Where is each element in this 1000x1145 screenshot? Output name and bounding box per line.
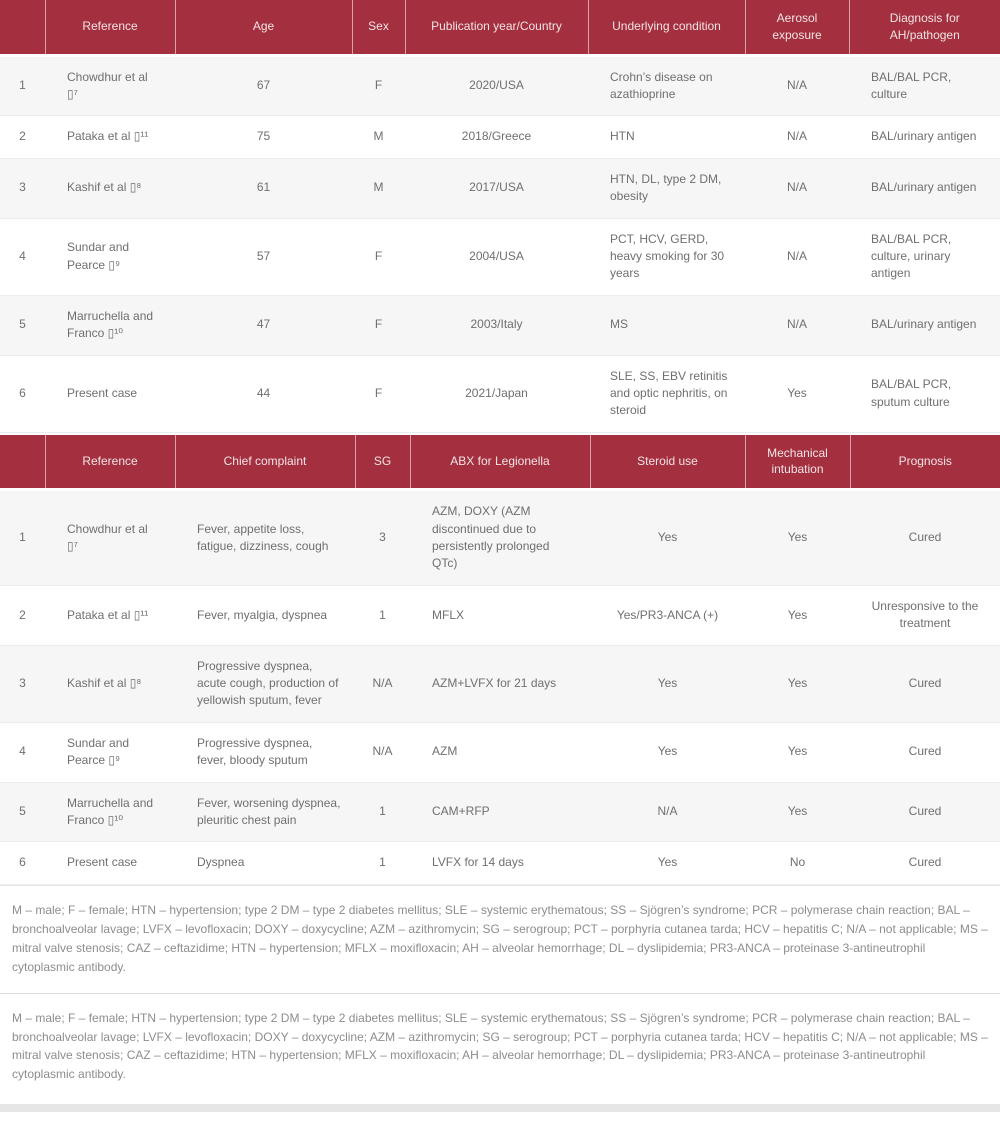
cell: HTN [610,129,635,144]
cell: M [373,180,384,195]
cell: Yes/PR3-ANCA (+) [616,607,719,622]
cell: N/A [372,744,393,759]
abbreviations-footnotes [0,885,1000,1113]
cell: N/A [786,78,807,93]
column-header: Diagnosis for AH/pathogen [849,0,1000,55]
cell: Sundar and Pearce ▯⁹ [67,735,130,768]
cell: F [374,317,383,332]
column-header: Aerosol exposure [745,0,849,55]
cell: HTN, DL, type 2 DM, obesity [610,171,722,204]
cell: BAL/BAL PCR, sputum culture [871,377,952,409]
cell: Yes [787,744,808,759]
column-header: Age [175,0,352,55]
cell: Present case [67,385,138,400]
cell: 2 [19,607,26,622]
cell: Unresponsive to the treatment [871,598,979,631]
table-row [0,158,1000,218]
case-treatment-outcome-table [0,435,1000,885]
cell: LVFX for 14 days [432,855,524,870]
cell: 2017/USA [469,180,524,195]
cell: 3 [19,676,26,690]
cell: N/A [372,676,393,690]
cell: 44 [256,385,271,400]
cell: N/A [786,248,807,263]
cell: Crohn’s disease on azathioprine [610,69,713,101]
cell: PCT, HCV, GERD, heavy smoking for 30 years [610,231,725,281]
column-header: Reference [45,0,175,55]
cell: N/A [786,180,807,195]
table-row [0,645,1000,722]
cell: Kashif et al ▯⁸ [67,676,142,690]
cell: 2004/USA [469,248,524,263]
cell: 2018/Greece [461,129,532,144]
table-row [0,55,1000,116]
abbreviations-note-1: M – male; F – female; HTN – hypertension; type 2 DM – type 2 diabetes mellitus; SLE – systemic erythematous; SS – Sjögren’s syndrome; PCR – polymerase chain reaction; BAL – bronchoalveolar lavage; LVFX – levofloxacin; DOXY – doxycycline; AZM – azithromycin; SG – serogroup; PCT – porphyria cutanea tarda; HCV – hepatitis C; N/A – not applicable; MS – mitral valve stenosis; CAZ – ceftazidime; HTN – hypertension; MFLX – moxifloxacin; AH – alveolar hemorrhage; DL – dyslipidemia; PR3-ANCA – proteinase 3-antineutrophil cytoplasmic antibody. [12,902,988,974]
cell: Yes [657,530,678,545]
cell: 2021/Japan [465,385,528,400]
table-row [0,490,1000,586]
cell: F [374,78,383,93]
cell: Yes [657,744,678,759]
cell: CAM+RFP [432,804,490,819]
cell: Kashif et al ▯⁸ [67,180,142,195]
cell: 3 [19,180,26,195]
cell: 4 [19,248,26,263]
cell: N/A [657,804,678,819]
cell: AZM [432,744,458,759]
cell: AZM+LVFX for 21 days [432,676,557,690]
cell: Yes [787,530,808,545]
header-row [0,435,1000,490]
cell: Chowdhur et al ▯⁷ [67,69,148,101]
cell: 6 [19,385,26,400]
column-header: SG [355,435,410,490]
cell: BAL/BAL PCR, culture, urinary antigen [871,231,952,281]
cell: Yes [657,676,678,690]
cell: AZM, DOXY (AZM discontinued due to persistently prolonged QTc) [432,504,550,571]
table-row [0,355,1000,432]
cell: 2 [19,129,26,144]
cell: Yes [787,607,808,622]
table-row [0,585,1000,645]
abbreviations-note-2: M – male; F – female; HTN – hypertension; type 2 DM – type 2 diabetes mellitus; SLE – systemic erythematous; SS – Sjögren’s syndrome; PCR – polymerase chain reaction; BAL – bronchoalveolar lavage; LVFX – levofloxacin; DOXY – doxycycline; AZM – azithromycin; SG – serogroup; PCT – porphyria cutanea tarda; HCV – hepatitis C; N/A – not applicable; MS – mitral valve stenosis; CAZ – ceftazidime; HTN – hypertension; MFLX – moxifloxacin; AH – alveolar hemorrhage; DL – dyslipidemia; PR3-ANCA – proteinase 3-antineutrophil cytoplasmic antibody. [12,1010,988,1082]
cell: F [374,385,383,400]
header-row [0,0,1000,55]
cell: BAL/BAL PCR, culture [871,69,952,101]
cell: MFLX [432,607,465,622]
cell: 67 [256,78,271,93]
cell: 75 [256,129,271,144]
cell: 6 [19,855,26,870]
cell: 47 [256,317,271,332]
cell: 1 [19,78,26,93]
cell: Cured [908,530,942,545]
cell: 1 [19,530,26,545]
cell: 2003/Italy [470,317,523,332]
cell: MS [610,317,628,332]
column-header: Underlying condition [588,0,745,55]
cell: BAL/urinary antigen [871,129,977,144]
case-characteristics-table [0,0,1000,433]
cell: 1 [379,855,386,870]
cell: Marruchella and Franco ▯¹⁰ [67,308,154,341]
cell: 1 [379,804,386,819]
cell: Pataka et al ▯¹¹ [67,129,149,144]
cell: N/A [786,317,807,332]
cell: Progressive dyspnea, acute cough, production of yellowish sputum, fever [197,658,339,708]
cell: 5 [19,317,26,332]
cell: Yes [787,385,807,400]
cell: 1 [379,607,386,622]
table-row [0,842,1000,884]
cell: 2020/USA [469,78,524,93]
column-header: Chief complaint [175,435,355,490]
column-header: Publication year/Country [405,0,588,55]
cell: Present case [67,855,138,870]
column-header [0,0,45,55]
cell: BAL/urinary antigen [871,317,977,332]
cell: 61 [256,180,271,195]
cell: Cured [908,744,942,759]
cell: 3 [379,530,386,545]
cell: 4 [19,744,26,759]
cell: BAL/urinary antigen [871,180,977,195]
column-header: Reference [45,435,175,490]
cell: Dyspnea [197,855,245,870]
cell: Fever, worsening dyspnea, pleuritic chest pain [197,795,341,827]
cell: Yes [787,676,808,690]
table-row [0,722,1000,782]
cell: Fever, appetite loss, fatigue, dizziness, cough [197,521,329,554]
column-header: Mechanical intubation [745,435,850,490]
table-row [0,116,1000,158]
cell: Fever, myalgia, dyspnea [197,607,328,622]
cell: Pataka et al ▯¹¹ [67,607,149,622]
column-header: Prognosis [850,435,1000,490]
column-header [0,435,45,490]
cell: Cured [908,804,942,819]
table-row [0,295,1000,355]
cell: Marruchella and Franco ▯¹⁰ [67,795,154,827]
cell: Chowdhur et al ▯⁷ [67,521,148,554]
column-header: Steroid use [590,435,745,490]
cell: Sundar and Pearce ▯⁹ [67,240,130,272]
bottom-bar [0,1104,1000,1112]
cell: Cured [908,676,942,690]
cell: 5 [19,804,26,819]
table-row [0,218,1000,295]
cell: SLE, SS, EBV retinitis and optic nephritis, on steroid [610,368,728,418]
cell: N/A [786,129,807,144]
cell: No [789,855,806,870]
table-row [0,782,1000,842]
cell: Yes [657,855,678,870]
cell: Cured [908,855,942,870]
column-header: Sex [352,0,405,55]
cell: M [373,129,384,144]
cell: F [374,248,383,263]
cell: 57 [256,248,271,263]
column-header: ABX for Legionella [410,435,590,490]
cell: Progressive dyspnea, fever, bloody sputum [197,735,313,768]
cell: Yes [787,804,808,819]
